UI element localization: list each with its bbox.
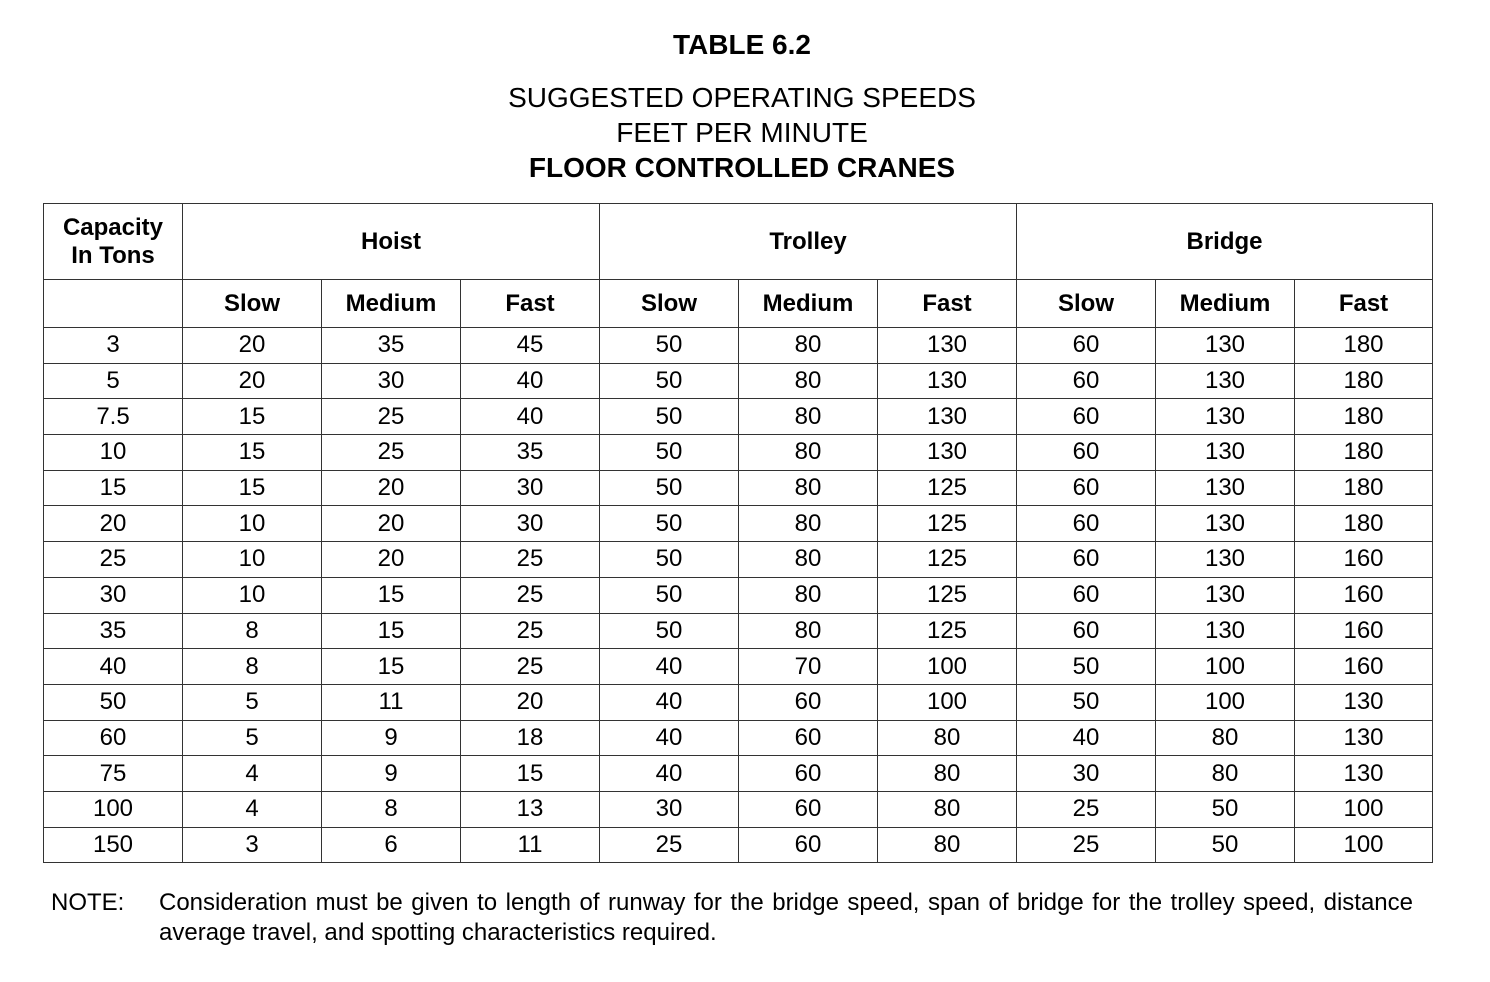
bridge-medium-cell: 130 [1156, 506, 1295, 542]
trolley-medium-cell: 60 [739, 720, 878, 756]
bridge-slow-cell: 50 [1017, 684, 1156, 720]
hoist-medium-cell: 15 [322, 649, 461, 685]
trolley-fast-cell: 130 [878, 363, 1017, 399]
table-row [44, 827, 1433, 863]
trolley-fast-header: Fast [878, 280, 1017, 328]
hoist-slow-header: Slow [183, 280, 322, 328]
hoist-medium-cell: 8 [322, 791, 461, 827]
trolley-medium-cell: 60 [739, 684, 878, 720]
hoist-fast-cell: 25 [461, 649, 600, 685]
capacity-subheader-empty [44, 280, 183, 328]
bridge-slow-cell: 40 [1017, 720, 1156, 756]
title-block [0, 28, 1484, 185]
trolley-medium-cell: 80 [739, 506, 878, 542]
capacity-cell: 100 [44, 791, 183, 827]
capacity-cell: 150 [44, 827, 183, 863]
trolley-fast-cell: 100 [878, 649, 1017, 685]
hoist-fast-cell: 20 [461, 684, 600, 720]
trolley-fast-cell: 125 [878, 542, 1017, 578]
hoist-group-header: Hoist [183, 204, 600, 280]
trolley-slow-cell: 50 [600, 363, 739, 399]
bridge-medium-cell: 130 [1156, 613, 1295, 649]
hoist-fast-cell: 40 [461, 363, 600, 399]
bridge-medium-cell: 100 [1156, 649, 1295, 685]
trolley-fast-cell: 125 [878, 613, 1017, 649]
trolley-fast-cell: 80 [878, 827, 1017, 863]
trolley-medium-cell: 80 [739, 470, 878, 506]
subtitle-operating-speeds: SUGGESTED OPERATING SPEEDS [508, 82, 976, 113]
bridge-slow-cell: 60 [1017, 577, 1156, 613]
hoist-slow-cell: 4 [183, 791, 322, 827]
table-row [44, 613, 1433, 649]
hoist-fast-cell: 40 [461, 399, 600, 435]
trolley-group-header: Trolley [600, 204, 1017, 280]
trolley-medium-cell: 60 [739, 756, 878, 792]
table-row [44, 649, 1433, 685]
trolley-slow-cell: 50 [600, 435, 739, 471]
capacity-cell: 40 [44, 649, 183, 685]
hoist-medium-cell: 20 [322, 506, 461, 542]
bridge-fast-cell: 160 [1295, 613, 1433, 649]
hoist-fast-header: Fast [461, 280, 600, 328]
bridge-medium-cell: 130 [1156, 328, 1295, 364]
hoist-fast-cell: 18 [461, 720, 600, 756]
hoist-medium-cell: 9 [322, 756, 461, 792]
bridge-fast-cell: 160 [1295, 649, 1433, 685]
trolley-fast-cell: 130 [878, 399, 1017, 435]
bridge-fast-cell: 160 [1295, 542, 1433, 578]
hoist-medium-cell: 11 [322, 684, 461, 720]
hoist-medium-cell: 25 [322, 435, 461, 471]
bridge-slow-cell: 25 [1017, 791, 1156, 827]
trolley-fast-cell: 80 [878, 720, 1017, 756]
bridge-slow-header: Slow [1017, 280, 1156, 328]
bridge-medium-cell: 130 [1156, 363, 1295, 399]
hoist-slow-cell: 15 [183, 435, 322, 471]
capacity-cell: 25 [44, 542, 183, 578]
trolley-fast-cell: 80 [878, 791, 1017, 827]
speeds-table [43, 203, 1433, 863]
hoist-slow-cell: 8 [183, 613, 322, 649]
trolley-slow-cell: 50 [600, 577, 739, 613]
bridge-slow-cell: 60 [1017, 363, 1156, 399]
bridge-fast-cell: 180 [1295, 328, 1433, 364]
bridge-medium-cell: 130 [1156, 577, 1295, 613]
hoist-slow-cell: 5 [183, 684, 322, 720]
bridge-fast-cell: 180 [1295, 506, 1433, 542]
capacity-cell: 60 [44, 720, 183, 756]
table-row [44, 328, 1433, 364]
bridge-medium-cell: 130 [1156, 399, 1295, 435]
bridge-fast-cell: 130 [1295, 756, 1433, 792]
trolley-medium-cell: 80 [739, 542, 878, 578]
bridge-medium-cell: 100 [1156, 684, 1295, 720]
capacity-header-line1: Capacity [62, 213, 164, 241]
trolley-fast-cell: 125 [878, 506, 1017, 542]
table-row [44, 720, 1433, 756]
trolley-medium-cell: 60 [739, 791, 878, 827]
hoist-medium-cell: 15 [322, 613, 461, 649]
hoist-medium-cell: 15 [322, 577, 461, 613]
bridge-slow-cell: 60 [1017, 542, 1156, 578]
hoist-medium-cell: 6 [322, 827, 461, 863]
hoist-slow-cell: 4 [183, 756, 322, 792]
trolley-medium-cell: 80 [739, 435, 878, 471]
hoist-slow-cell: 20 [183, 363, 322, 399]
hoist-slow-cell: 10 [183, 577, 322, 613]
note-label: NOTE: [51, 889, 125, 916]
bridge-medium-cell: 80 [1156, 756, 1295, 792]
bridge-slow-cell: 25 [1017, 827, 1156, 863]
bridge-fast-cell: 130 [1295, 720, 1433, 756]
capacity-header-line2: In Tons [71, 241, 155, 269]
bridge-slow-cell: 60 [1017, 328, 1156, 364]
trolley-slow-cell: 50 [600, 470, 739, 506]
trolley-medium-cell: 80 [739, 399, 878, 435]
trolley-slow-cell: 50 [600, 328, 739, 364]
bridge-fast-cell: 180 [1295, 399, 1433, 435]
trolley-slow-cell: 50 [600, 542, 739, 578]
hoist-slow-cell: 10 [183, 542, 322, 578]
bridge-slow-cell: 60 [1017, 399, 1156, 435]
hoist-slow-cell: 15 [183, 470, 322, 506]
bridge-fast-header: Fast [1295, 280, 1433, 328]
trolley-medium-cell: 80 [739, 577, 878, 613]
trolley-slow-header: Slow [600, 280, 739, 328]
hoist-fast-cell: 13 [461, 791, 600, 827]
trolley-fast-cell: 130 [878, 435, 1017, 471]
capacity-header [44, 204, 183, 280]
capacity-cell: 3 [44, 328, 183, 364]
hoist-fast-cell: 30 [461, 470, 600, 506]
bridge-slow-cell: 60 [1017, 435, 1156, 471]
table-row [44, 542, 1433, 578]
capacity-cell: 20 [44, 506, 183, 542]
bridge-medium-cell: 130 [1156, 542, 1295, 578]
bridge-fast-cell: 130 [1295, 684, 1433, 720]
table-body [44, 328, 1433, 863]
hoist-fast-cell: 25 [461, 577, 600, 613]
bridge-slow-cell: 50 [1017, 649, 1156, 685]
table-row [44, 470, 1433, 506]
trolley-medium-cell: 80 [739, 328, 878, 364]
hoist-slow-cell: 3 [183, 827, 322, 863]
hoist-slow-cell: 10 [183, 506, 322, 542]
hoist-fast-cell: 11 [461, 827, 600, 863]
bridge-fast-cell: 100 [1295, 791, 1433, 827]
capacity-cell: 7.5 [44, 399, 183, 435]
bridge-medium-cell: 130 [1156, 470, 1295, 506]
hoist-medium-cell: 35 [322, 328, 461, 364]
bridge-slow-cell: 30 [1017, 756, 1156, 792]
trolley-medium-cell: 80 [739, 613, 878, 649]
trolley-medium-cell: 60 [739, 827, 878, 863]
table-row [44, 363, 1433, 399]
hoist-medium-cell: 25 [322, 399, 461, 435]
note-text: Consideration must be given to length of runway for the bridge speed, span of bridge for the trolley speed, distance average travel, and spotting characteristics required. [159, 889, 1413, 946]
trolley-slow-cell: 40 [600, 649, 739, 685]
trolley-medium-cell: 70 [739, 649, 878, 685]
trolley-fast-cell: 100 [878, 684, 1017, 720]
hoist-fast-cell: 35 [461, 435, 600, 471]
bridge-medium-cell: 130 [1156, 435, 1295, 471]
capacity-cell: 15 [44, 470, 183, 506]
speed-header-row [44, 280, 1433, 328]
trolley-fast-cell: 130 [878, 328, 1017, 364]
bridge-slow-cell: 60 [1017, 506, 1156, 542]
hoist-fast-cell: 25 [461, 613, 600, 649]
table-title: TABLE 6.2 [673, 29, 811, 60]
bridge-medium-header: Medium [1156, 280, 1295, 328]
table-row [44, 791, 1433, 827]
trolley-medium-header: Medium [739, 280, 878, 328]
bridge-fast-cell: 180 [1295, 435, 1433, 471]
trolley-slow-cell: 40 [600, 684, 739, 720]
table-row [44, 506, 1433, 542]
bridge-medium-cell: 50 [1156, 791, 1295, 827]
capacity-cell: 30 [44, 577, 183, 613]
bridge-slow-cell: 60 [1017, 613, 1156, 649]
bridge-fast-cell: 160 [1295, 577, 1433, 613]
table-row [44, 756, 1433, 792]
table-row [44, 435, 1433, 471]
trolley-fast-cell: 125 [878, 470, 1017, 506]
hoist-slow-cell: 15 [183, 399, 322, 435]
capacity-cell: 10 [44, 435, 183, 471]
trolley-slow-cell: 50 [600, 613, 739, 649]
table-row [44, 684, 1433, 720]
hoist-medium-cell: 20 [322, 470, 461, 506]
trolley-slow-cell: 40 [600, 756, 739, 792]
trolley-fast-cell: 125 [878, 577, 1017, 613]
hoist-slow-cell: 8 [183, 649, 322, 685]
trolley-slow-cell: 30 [600, 791, 739, 827]
trolley-slow-cell: 25 [600, 827, 739, 863]
bridge-group-header: Bridge [1017, 204, 1433, 280]
bridge-medium-cell: 50 [1156, 827, 1295, 863]
bridge-slow-cell: 60 [1017, 470, 1156, 506]
bridge-fast-cell: 180 [1295, 363, 1433, 399]
hoist-slow-cell: 20 [183, 328, 322, 364]
trolley-slow-cell: 50 [600, 506, 739, 542]
capacity-cell: 75 [44, 756, 183, 792]
subtitle-units: FEET PER MINUTE [616, 117, 868, 148]
table-row [44, 577, 1433, 613]
bridge-fast-cell: 100 [1295, 827, 1433, 863]
hoist-medium-cell: 9 [322, 720, 461, 756]
bridge-medium-cell: 80 [1156, 720, 1295, 756]
hoist-fast-cell: 15 [461, 756, 600, 792]
hoist-fast-cell: 25 [461, 542, 600, 578]
hoist-fast-cell: 30 [461, 506, 600, 542]
trolley-medium-cell: 80 [739, 363, 878, 399]
hoist-fast-cell: 45 [461, 328, 600, 364]
trolley-fast-cell: 80 [878, 756, 1017, 792]
subtitle-crane-type: FLOOR CONTROLLED CRANES [528, 152, 956, 183]
hoist-medium-cell: 20 [322, 542, 461, 578]
capacity-cell: 5 [44, 363, 183, 399]
hoist-medium-header: Medium [322, 280, 461, 328]
capacity-cell: 50 [44, 684, 183, 720]
hoist-slow-cell: 5 [183, 720, 322, 756]
hoist-medium-cell: 30 [322, 363, 461, 399]
capacity-cell: 35 [44, 613, 183, 649]
table-row [44, 399, 1433, 435]
bridge-fast-cell: 180 [1295, 470, 1433, 506]
trolley-slow-cell: 40 [600, 720, 739, 756]
trolley-slow-cell: 50 [600, 399, 739, 435]
group-header-row [44, 204, 1433, 280]
